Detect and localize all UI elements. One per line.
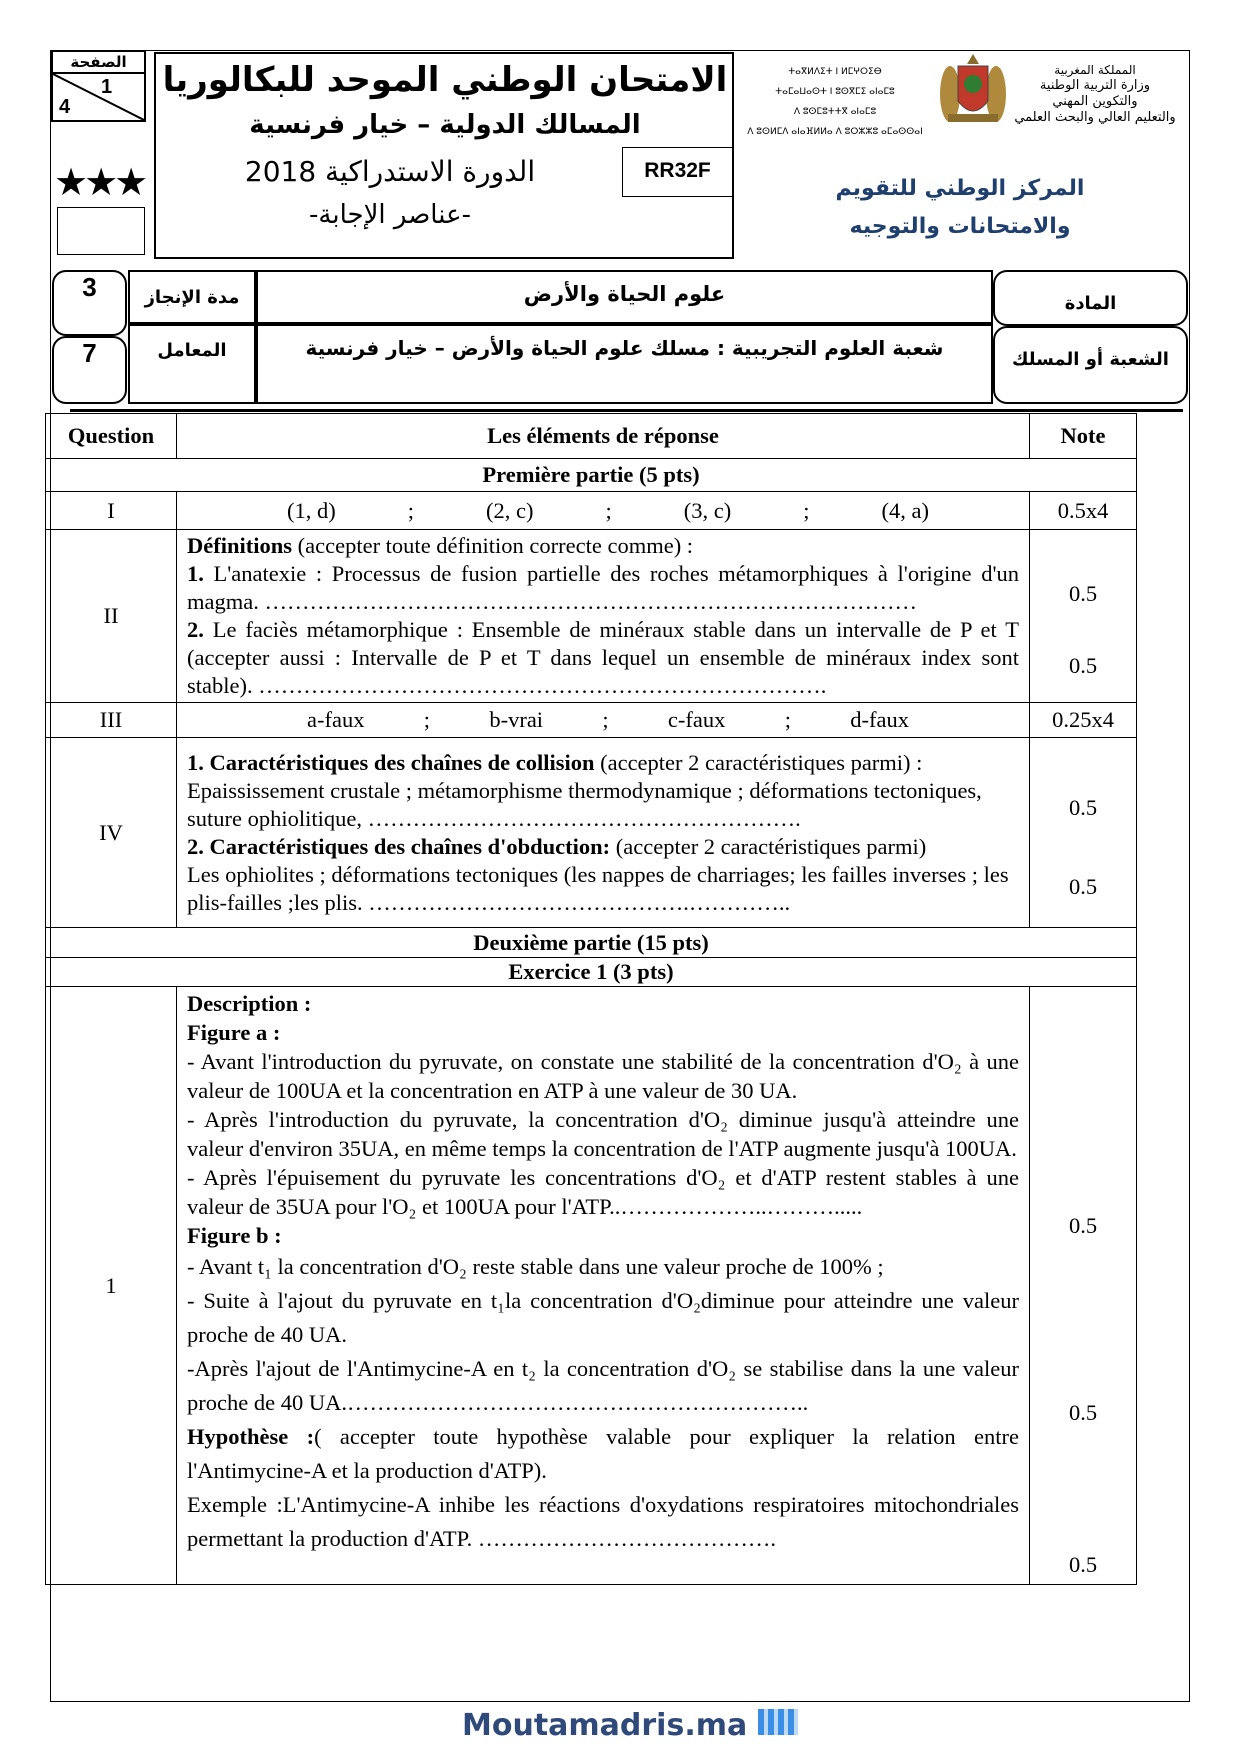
divider (70, 409, 1183, 412)
question-num: II (46, 530, 177, 703)
tifinagh-line: ⵜⴰⵎⴰⵡⴰⵙⵜ ⵏ ⵓⵙⴳⵎⵉ ⴰⵏⴰⵎⵓ (775, 87, 895, 97)
col-note: Note (1030, 414, 1137, 459)
answers-title: -عناصر الإجابة- (309, 200, 471, 230)
tifinagh-line: ⴷ ⵓⵙⵍⵎⴷ ⴰⵏⴰⴼⵍⵍⴰ ⴷ ⵓⵔⵣⵣⵓ ⴰⵎⴰⵙⵙⴰⵏ (747, 127, 923, 137)
table-row (46, 492, 1137, 530)
sep: ; (602, 707, 609, 732)
page-number-box (51, 50, 146, 122)
empty-box (57, 207, 145, 255)
exam-code: RR32F (622, 147, 733, 197)
duration-label: مدة الإنجاز (128, 270, 256, 324)
figure-a-text: - Avant l'introduction du pyruvate, on constate une stabilité de la concentration d'O₂ à une valeur de 100UA et la concentration en ATP à une valeur de 30 UA. (187, 1049, 1019, 1103)
ministry-line: والتعليم العالي والبحث العلمي (1014, 110, 1176, 125)
sep: ; (423, 707, 431, 732)
duration-value: 3 (52, 270, 127, 336)
sep: ; (784, 707, 791, 732)
answer: b-vrai (489, 707, 544, 732)
notes (1030, 987, 1137, 1585)
note: 0.5x4 (1030, 492, 1137, 530)
text: (accepter 2 caractéristiques parmi) (610, 833, 927, 859)
hypothesis-title: Hypothèse : (187, 1424, 315, 1449)
session: الدورة الاستدراكية 2018 (244, 155, 536, 188)
description-title: Description : (187, 991, 312, 1016)
exam-title: الامتحان الوطني الموحد للبكالوريا (162, 60, 728, 100)
definition-anatexie: L'anatexie : Processus de fusion partielle des roches métamorphiques à l'origine d'un magma. …………………………………………………………………………… (187, 561, 1019, 614)
ministry-text (1005, 62, 1185, 126)
info-band (52, 270, 1188, 404)
text: ( accepter toute hypothèse valable pour expliquer la relation entre l'Antimycine-A et la production d'ATP). (187, 1424, 1019, 1483)
table-row (46, 987, 1137, 1585)
collision-text: Epaississement crustale ; métamorphisme thermodynamique ; déformations tectoniques, suture ophiolitique, …………………………………………………. (187, 777, 982, 831)
answers-III (177, 703, 1030, 738)
figure-b-title: Figure b : (187, 1223, 282, 1248)
text: (accepter 2 caractéristiques parmi) : (594, 749, 923, 775)
note: 0.5 (1068, 653, 1098, 678)
stars: ★★★ (54, 162, 145, 204)
table-row (46, 703, 1137, 738)
tifinagh-line: ⴷ ⵓⵙⵎⵓⵜⵜⴳ ⴰⵏⴰⵎⵓ (793, 107, 877, 117)
ministry-line: وزارة التربية الوطنية (1039, 78, 1151, 93)
obduction-title: 2. Caractéristiques des chaînes d'obduction: (187, 833, 611, 859)
notes (1030, 530, 1137, 703)
col-question: Question (46, 414, 177, 459)
table-row (46, 738, 1137, 928)
figure-b-text: - Suite à l'ajout du pyruvate en t₁la concentration d'O₂diminue pour atteindre une valeur proche de 40 UA. (187, 1288, 1019, 1347)
answer-body (177, 738, 1030, 928)
coef-value: 7 (52, 336, 127, 404)
answers-I (177, 492, 1030, 530)
figure-b-text: - Avant t₁ la concentration d'O₂ reste stable dans une valeur proche de 100% ; (187, 1254, 884, 1279)
answer-table (45, 413, 1137, 1585)
tifinagh-text (735, 62, 935, 142)
figure-a-title: Figure a : (187, 1020, 281, 1045)
question-num: IV (46, 738, 177, 928)
obduction-text: Les ophiolites ; déformations tectoniques (les nappes de charriages; les failles inverses ; les plis-failles ;les plis. …………………………………….………….. (187, 861, 1009, 915)
part1-title: Première partie (5 pts) (46, 459, 1137, 492)
logo-text: Moutamadris.ma (462, 1708, 748, 1743)
note: 0.5 (1068, 794, 1098, 820)
table-header-row (46, 414, 1137, 459)
coef-label: المعامل (128, 324, 256, 404)
answer-body (177, 987, 1030, 1585)
national-center: المركز الوطني للتقويم والامتحانات والتوجيه (835, 176, 1085, 239)
answer-body (177, 530, 1030, 703)
question-num: I (46, 492, 177, 530)
exam-subtitle: المسالك الدولية – خيار فرنسية (249, 110, 641, 140)
definitions-title: Définitions (187, 533, 293, 558)
page-label: الصفحة (53, 52, 144, 74)
answer: (1, d) (287, 497, 336, 523)
table-row (46, 530, 1137, 703)
tifinagh-line: ⵜⴰⴳⵍⴷⵉⵜ ⵏ ⵍⵎⵖⵔⵉⴱ (788, 67, 882, 77)
col-elements: Les éléments de réponse (177, 414, 1030, 459)
answer: c-faux (667, 707, 726, 732)
page-num: 1 (101, 76, 113, 98)
answer: (3, c) (683, 497, 732, 523)
subject-label: المادة (993, 270, 1188, 326)
note: 0.5 (1068, 1213, 1098, 1238)
example-text: Exemple :L'Antimycine-A inhibe les réactions d'oxydations respiratoires mitochondriales permettant la production d'ATP. …………………………………. (187, 1492, 1019, 1551)
note: 0.25x4 (1030, 703, 1137, 738)
figure-a-text: - Après l'introduction du pyruvate, la concentration d'O₂ diminue jusqu'à atteindre une valeur d'environ 35UA, en même temps la concentration de l'ATP augmente jusqu'à 100UA. (187, 1107, 1019, 1161)
branch: شعبة العلوم التجريبية : مسلك علوم الحياة والأرض – خيار فرنسية (256, 324, 993, 404)
num: 1. (187, 561, 204, 586)
note: 0.5 (1068, 1400, 1098, 1425)
note: 0.5 (1068, 874, 1098, 900)
coat-of-arms-icon (938, 52, 1008, 127)
collision-title: 1. Caractéristiques des chaînes de collision (187, 749, 595, 775)
note: 0.5 (1068, 581, 1098, 606)
answer: a-faux (307, 707, 365, 732)
sep: ; (803, 497, 810, 523)
ministry-line: والتكوين المهني (1052, 94, 1138, 109)
ministry-line: المملكة المغربية (1054, 63, 1136, 77)
answer: (4, a) (881, 497, 929, 523)
figure-a-text: - Après l'épuisement du pyruvate les concentrations d'O₂ et d'ATP restent stables à une valeur de 35UA pour l'O₂ et 100UA pour l'ATP..………………..………..... (187, 1165, 1019, 1219)
site-logo (462, 1708, 798, 1743)
pixel-icon (758, 1709, 798, 1735)
sep: ; (407, 497, 415, 523)
subject: علوم الحياة والأرض (256, 270, 993, 324)
question-num: 1 (46, 987, 177, 1585)
answer: d-faux (850, 707, 909, 732)
part2-title: Deuxième partie (15 pts) (46, 928, 1137, 958)
num: 2. (187, 617, 204, 642)
definition-facies: Le faciès métamorphique : Ensemble de minéraux stable dans un intervalle de P et T (accepter aussi : Intervalle de P et T dans lequel un ensemble de minéraux index sont stable). …………………………………………………………………. (187, 617, 1019, 698)
answer: (2, c) (486, 497, 534, 523)
sep: ; (605, 497, 612, 523)
note: 0.5 (1068, 1552, 1098, 1577)
notes (1030, 738, 1137, 928)
figure-b-text: -Après l'ajout de l'Antimycine-A en t₂ la concentration d'O₂ se stabilise dans la une valeur proche de 40 UA.…………………………………………………….. (187, 1356, 1019, 1415)
text: (accepter toute définition correcte comme) : (292, 533, 694, 558)
page-total: 4 (59, 96, 71, 118)
branch-label: الشعبة أو المسلك (993, 326, 1188, 404)
question-num: III (46, 703, 177, 738)
exercise1-title: Exercice 1 (3 pts) (46, 958, 1137, 987)
